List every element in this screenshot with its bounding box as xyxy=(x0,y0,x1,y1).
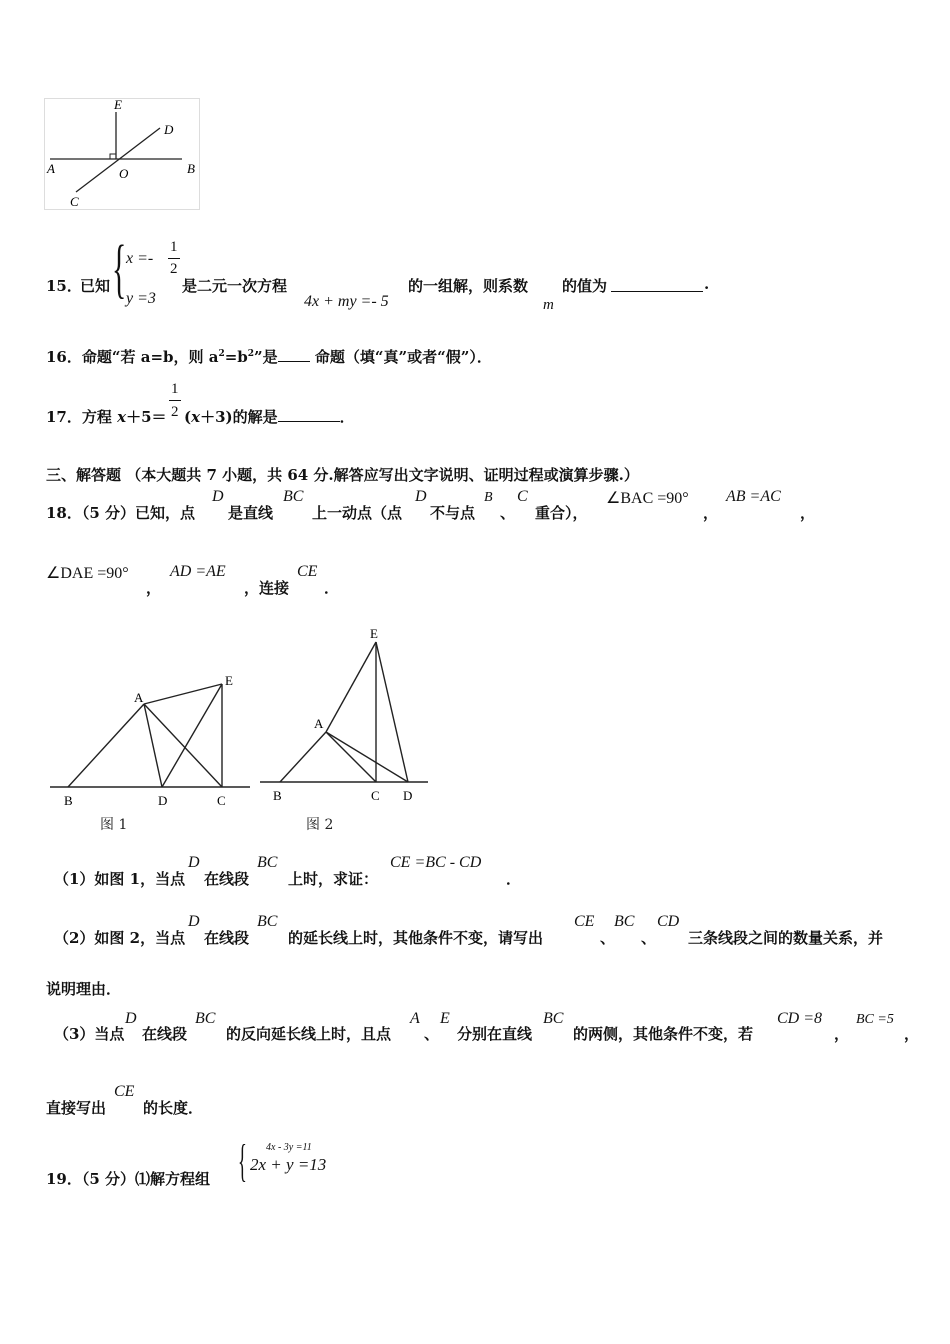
label-b: B xyxy=(64,793,73,808)
p3-e-pt: E xyxy=(440,1010,450,1027)
seg-ac xyxy=(144,704,222,787)
p3-a-pt: A xyxy=(410,1010,420,1027)
line-cd xyxy=(76,128,160,192)
figure-2 xyxy=(256,620,432,810)
q18-t1: 是直线 xyxy=(228,504,274,522)
q18-ad-ae: AD =AE xyxy=(170,563,226,580)
seg-de xyxy=(162,684,222,787)
q15-x-eq: x =- xyxy=(126,250,154,267)
label-d: D xyxy=(164,122,174,137)
q18-bc: BC xyxy=(283,488,304,505)
p3-d-text: 分别在直线 xyxy=(457,1025,533,1043)
q18-t5: ，连接 xyxy=(244,579,290,597)
q15-number: 15． xyxy=(46,277,82,295)
label-c: C xyxy=(371,788,380,803)
q15-var: m xyxy=(543,297,554,313)
p3-comma: ， xyxy=(834,1025,850,1043)
p2-bc2: BC xyxy=(614,913,635,930)
q18-ab-ac: AB =AC xyxy=(726,488,781,505)
seg-ac xyxy=(326,732,376,782)
q16-sup2: 2 xyxy=(247,349,255,359)
seg-ae xyxy=(144,684,222,704)
label-a: A xyxy=(134,690,144,705)
figure-lines xyxy=(44,98,200,210)
p3-ce: CE xyxy=(114,1083,135,1100)
p2-sep2: 、 xyxy=(641,929,657,947)
p3-g: 的长度． xyxy=(143,1099,204,1117)
label-e: E xyxy=(370,626,378,641)
q15-pre: 已知 xyxy=(80,277,111,295)
q15-equation: 4x + my =- 5 xyxy=(304,293,389,310)
p1-eq: CE =BC - CD xyxy=(390,854,482,871)
question-16 xyxy=(46,346,492,367)
q15-tail: 的值为 xyxy=(562,277,608,295)
label-c: C xyxy=(70,194,79,209)
p2-sep: 、 xyxy=(600,929,616,947)
label-b: B xyxy=(273,788,282,803)
seg-ad xyxy=(144,704,162,787)
q16-text-d: 命题（填“真”或者“假”）． xyxy=(309,348,492,366)
p2-c: 的延长线上时，其他条件不变，请写出 xyxy=(288,929,544,947)
q19-a: 19．（5 分）⑴解方程组 xyxy=(46,1170,211,1188)
seg-ba xyxy=(68,704,144,787)
q17-a: 17．方程 xyxy=(46,408,118,426)
p1-d-end: ． xyxy=(506,870,522,888)
p2-d: D xyxy=(188,913,200,930)
q17-x: x xyxy=(117,408,127,426)
q16-text-b: =b xyxy=(224,348,248,366)
p3-cd: CD =8 xyxy=(777,1010,823,1027)
q16-sup1: 2 xyxy=(218,349,225,359)
p3-comma2: ， xyxy=(904,1025,920,1043)
q18-d1: D xyxy=(212,488,224,505)
q18-angle-dae: ∠DAE =90° xyxy=(46,565,129,582)
p3-d: D xyxy=(125,1010,137,1027)
q15-y-eq: y =3 xyxy=(126,290,156,307)
p1-bc: BC xyxy=(257,854,278,871)
p2-a: （2）如图 2，当点 xyxy=(54,929,186,947)
fraction-bar xyxy=(168,258,180,259)
q15-x-den: 2 xyxy=(170,261,178,277)
q18-period: ． xyxy=(324,579,340,597)
p3-f: 直接写出 xyxy=(46,1099,107,1117)
q18-comma1: ， xyxy=(703,504,719,522)
p3-b: 在线段 xyxy=(142,1025,188,1043)
p2-cd: CD xyxy=(657,913,680,930)
right-angle-mark xyxy=(110,154,116,159)
label-e: E xyxy=(225,673,233,688)
q19-eq1: 4x - 3y =11 xyxy=(266,1142,312,1153)
q15-x-num: 1 xyxy=(170,239,178,255)
system-brace: { xyxy=(238,1135,247,1186)
q19-eq2: 2x + y =13 xyxy=(250,1155,327,1174)
seg-de xyxy=(376,642,408,782)
label-a: A xyxy=(314,716,324,731)
q17-frac-den: 2 xyxy=(171,404,179,420)
label-o: O xyxy=(119,166,129,181)
label-b: B xyxy=(187,161,195,176)
seg-ba xyxy=(280,732,326,782)
q15-end: . xyxy=(704,275,710,293)
figure-1 xyxy=(44,660,254,810)
label-d: D xyxy=(158,793,168,808)
q17-f: ＋3)的解是 xyxy=(200,408,278,426)
p3-a: （3）当点 xyxy=(54,1025,125,1043)
p3-bc: BC xyxy=(195,1010,216,1027)
q16-answer-blank[interactable] xyxy=(278,347,310,362)
p2-b: 在线段 xyxy=(204,929,250,947)
p2-e: 说明理由． xyxy=(46,980,122,998)
q18-c: C xyxy=(517,488,528,505)
fraction-bar xyxy=(169,400,181,401)
q15-mid: 是二元一次方程 xyxy=(182,277,288,295)
p3-bc2: BC xyxy=(543,1010,564,1027)
q18-comma2: ， xyxy=(800,504,816,522)
q18-t4: 重合）， xyxy=(535,504,588,522)
figure-2-caption: 图 2 xyxy=(306,817,334,833)
q15-answer-blank[interactable] xyxy=(611,277,703,292)
system-brace: { xyxy=(112,232,127,305)
q16-text-a: 16．命题“若 a=b，则 a xyxy=(46,348,219,366)
q18-comma3: ， xyxy=(146,579,162,597)
p1-c: 上时，求证： xyxy=(288,870,379,888)
q17-c: ＋5＝ xyxy=(126,408,167,426)
q18-angle-bac: ∠BAC =90° xyxy=(606,490,689,507)
q16-text-c: ”是 xyxy=(254,348,278,366)
figure-1-caption: 图 1 xyxy=(100,817,128,833)
q15-post: 的一组解，则系数 xyxy=(408,277,529,295)
q18-b: B xyxy=(484,490,493,505)
label-d: D xyxy=(403,788,413,803)
q18-sep: 、 xyxy=(500,504,516,522)
q17-frac-num: 1 xyxy=(171,381,179,397)
q18-t3: 不与点 xyxy=(430,504,476,522)
q17-d: ( xyxy=(184,408,192,426)
q17-x2: x xyxy=(191,408,201,426)
p1-a: （1）如图 1，当点 xyxy=(54,870,186,888)
p2-ce: CE xyxy=(574,913,595,930)
q18-t2: 上一动点（点 xyxy=(312,504,403,522)
label-e: E xyxy=(114,98,122,112)
label-c: C xyxy=(217,793,226,808)
p3-bc-val: BC =5 xyxy=(856,1012,894,1027)
p3-c: 的反向延长线上时，且点 xyxy=(226,1025,392,1043)
p3-sep: 、 xyxy=(424,1025,440,1043)
p1-b: 在线段 xyxy=(204,870,250,888)
p2-d-text: 三条线段之间的数量关系，并 xyxy=(688,929,884,947)
label-a: A xyxy=(47,161,55,176)
q18-ce: CE xyxy=(297,563,318,580)
p3-e-text: 的两侧，其他条件不变，若 xyxy=(573,1025,754,1043)
q17-answer-blank[interactable] xyxy=(278,407,340,422)
q18-number: 18．（5 分）已知，点 xyxy=(46,504,196,522)
q17-g: ． xyxy=(339,408,355,426)
seg-ad xyxy=(326,732,408,782)
section-3-heading: 三、解答题 （本大题共 7 小题，共 64 分.解答应写出文字说明、证明过程或演算步骤.） xyxy=(46,466,639,484)
p1-d: D xyxy=(188,854,200,871)
seg-ae xyxy=(326,642,376,732)
q18-d2: D xyxy=(415,488,427,505)
p2-bc: BC xyxy=(257,913,278,930)
